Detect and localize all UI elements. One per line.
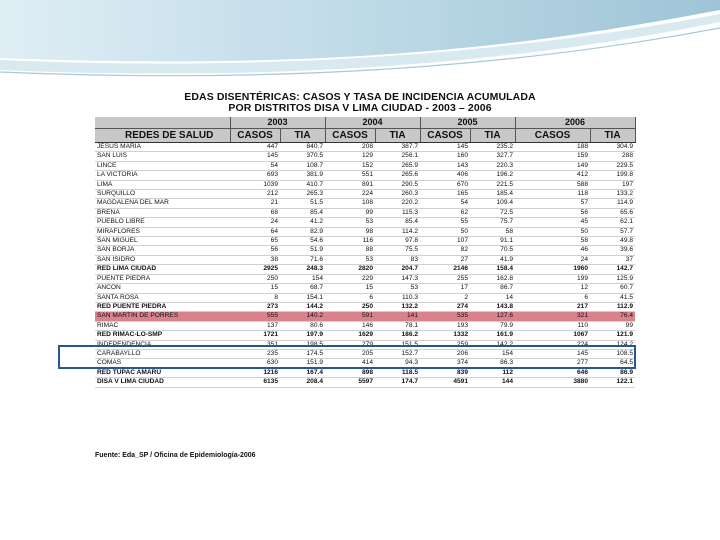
district-name: LINCE xyxy=(95,161,230,170)
district-name: MIRAFLORES xyxy=(95,227,230,236)
table-cell: 248.3 xyxy=(280,265,325,274)
table-cell: 110 xyxy=(515,321,590,330)
table-row xyxy=(95,293,635,302)
table-cell: 387.7 xyxy=(375,143,420,152)
table-cell: 406 xyxy=(420,171,470,180)
table-cell: 167.4 xyxy=(280,368,325,377)
table-cell: 46 xyxy=(515,246,590,255)
table-cell: 41.2 xyxy=(280,218,325,227)
table-cell: 693 xyxy=(230,171,280,180)
table-cell: 53 xyxy=(325,255,375,264)
table-cell: 112 xyxy=(470,368,515,377)
table-cell: 265.9 xyxy=(375,161,420,170)
table-row xyxy=(95,312,635,321)
table-row xyxy=(95,265,635,274)
year-header: 2006 xyxy=(515,117,635,129)
table-cell: 197.9 xyxy=(280,331,325,340)
table-cell: 127.6 xyxy=(470,312,515,321)
table-cell: 116 xyxy=(325,237,375,246)
table-cell: 68 xyxy=(230,208,280,217)
district-name: ANCON xyxy=(95,284,230,293)
table-cell: 3880 xyxy=(515,378,590,387)
district-name: RED RIMAC-LO-SMP xyxy=(95,331,230,340)
table-cell: 1629 xyxy=(325,331,375,340)
table-row xyxy=(95,161,635,170)
table-cell: 137 xyxy=(230,321,280,330)
table-cell: 152 xyxy=(325,161,375,170)
district-name: SAN MIGUEL xyxy=(95,237,230,246)
table-cell: 646 xyxy=(515,368,590,377)
table-cell: 55 xyxy=(420,218,470,227)
table-cell: 144 xyxy=(470,378,515,387)
table-cell: 58 xyxy=(515,237,590,246)
table-cell: 591 xyxy=(325,312,375,321)
district-name: PUENTE PIEDRA xyxy=(95,274,230,283)
table-cell: 54 xyxy=(420,199,470,208)
table-cell: 27 xyxy=(420,255,470,264)
table-cell: 235.2 xyxy=(470,143,515,152)
table-cell: 114.2 xyxy=(375,227,420,236)
table-cell: 107 xyxy=(420,237,470,246)
table-cell: 839 xyxy=(420,368,470,377)
table-row xyxy=(95,274,635,283)
table-cell: 898 xyxy=(325,368,375,377)
table-cell: 196.2 xyxy=(470,171,515,180)
table-cell: 79.9 xyxy=(470,321,515,330)
table-cell: 124.2 xyxy=(590,340,635,349)
table-row xyxy=(95,255,635,264)
table-row xyxy=(95,331,635,340)
table-cell: 154 xyxy=(470,349,515,358)
table-cell: 2820 xyxy=(325,265,375,274)
district-name: SANTA ROSA xyxy=(95,293,230,302)
table-cell: 265.3 xyxy=(280,190,325,199)
table-row xyxy=(95,246,635,255)
table-cell: 588 xyxy=(515,180,590,189)
table-cell: 145 xyxy=(515,349,590,358)
year-header: 2004 xyxy=(325,117,420,129)
table-cell: 75.7 xyxy=(470,218,515,227)
table-cell: 151.9 xyxy=(280,359,325,368)
table-cell: 142.2 xyxy=(470,340,515,349)
table-cell: 133.2 xyxy=(590,190,635,199)
district-name: PUEBLO LIBRE xyxy=(95,218,230,227)
table-cell: 112.9 xyxy=(590,302,635,311)
table-cell: 199.8 xyxy=(590,171,635,180)
table-cell: 152.7 xyxy=(375,349,420,358)
table-cell: 142.7 xyxy=(590,265,635,274)
table-cell: 99 xyxy=(590,321,635,330)
table-cell: 2146 xyxy=(420,265,470,274)
table-cell: 82.9 xyxy=(280,227,325,236)
table-cell: 205 xyxy=(325,349,375,358)
table-cell: 273 xyxy=(230,302,280,311)
table-cell: 145 xyxy=(420,143,470,152)
highlight-box xyxy=(58,345,636,369)
table-cell: 1721 xyxy=(230,331,280,340)
table-cell: 535 xyxy=(420,312,470,321)
table-cell: 158.4 xyxy=(470,265,515,274)
district-name: JESUS MARIA xyxy=(95,143,230,152)
table-cell: 88 xyxy=(325,246,375,255)
table-cell: 220.2 xyxy=(375,199,420,208)
table-cell: 1960 xyxy=(515,265,590,274)
district-name: INDEPENDENCIA xyxy=(95,340,230,349)
table-cell: 206 xyxy=(420,349,470,358)
table-cell: 21 xyxy=(230,199,280,208)
table-cell: 60.7 xyxy=(590,284,635,293)
table-cell: 224 xyxy=(325,190,375,199)
table-cell: 255 xyxy=(420,274,470,283)
table-cell: 71.6 xyxy=(280,255,325,264)
table-cell: 1216 xyxy=(230,368,280,377)
table-cell: 1039 xyxy=(230,180,280,189)
table-row xyxy=(95,227,635,236)
table-cell: 204.7 xyxy=(375,265,420,274)
table-cell: 160 xyxy=(420,152,470,161)
table-cell: 54.6 xyxy=(280,237,325,246)
table-cell: 351 xyxy=(230,340,280,349)
table-cell: 86.7 xyxy=(470,284,515,293)
table-cell: 86.3 xyxy=(470,359,515,368)
document-panel xyxy=(75,85,645,465)
table-cell: 265.6 xyxy=(375,171,420,180)
table-cell: 121.9 xyxy=(590,331,635,340)
table-cell: 65.6 xyxy=(590,208,635,217)
table-cell: 6 xyxy=(515,293,590,302)
column-header: CASOS xyxy=(230,129,280,143)
table-cell: 630 xyxy=(230,359,280,368)
table-cell: 143.8 xyxy=(470,302,515,311)
table-cell: 274 xyxy=(420,302,470,311)
table-cell: 186.2 xyxy=(375,331,420,340)
table-cell: 1332 xyxy=(420,331,470,340)
table-cell: 118 xyxy=(515,190,590,199)
table-cell: 174.7 xyxy=(375,378,420,387)
table-cell: 141 xyxy=(375,312,420,321)
column-header: TIA xyxy=(590,129,635,143)
table-cell: 132.2 xyxy=(375,302,420,311)
table-cell: 91.1 xyxy=(470,237,515,246)
table-cell: 146 xyxy=(325,321,375,330)
table-cell: 250 xyxy=(230,274,280,283)
table-cell: 99 xyxy=(325,208,375,217)
table-cell: 115.3 xyxy=(375,208,420,217)
table-cell: 188 xyxy=(515,143,590,152)
table-cell: 4591 xyxy=(420,378,470,387)
table-cell: 72.5 xyxy=(470,208,515,217)
table-cell: 114.9 xyxy=(590,199,635,208)
table-cell: 161.9 xyxy=(470,331,515,340)
table-cell: 165 xyxy=(420,190,470,199)
district-name: CARABAYLLO xyxy=(95,349,230,358)
table-cell: 85.4 xyxy=(375,218,420,227)
district-name: COMAS xyxy=(95,359,230,368)
table-cell: 53 xyxy=(375,284,420,293)
year-header: 2005 xyxy=(420,117,515,129)
table-cell: 259 xyxy=(420,340,470,349)
table-cell: 17 xyxy=(420,284,470,293)
table-cell: 108.7 xyxy=(280,161,325,170)
table-cell: 151.5 xyxy=(375,340,420,349)
table-row xyxy=(95,143,635,152)
table-cell: 370.5 xyxy=(280,152,325,161)
table-row xyxy=(95,237,635,246)
district-name: LA VICTORIA xyxy=(95,171,230,180)
table-cell: 208.4 xyxy=(280,378,325,387)
table-cell: 78.1 xyxy=(375,321,420,330)
table-cell: 174.5 xyxy=(280,349,325,358)
table-cell: 62 xyxy=(420,208,470,217)
table-row xyxy=(95,190,635,199)
table-cell: 56 xyxy=(230,246,280,255)
table-cell: 374 xyxy=(420,359,470,368)
table-cell: 145 xyxy=(230,152,280,161)
district-name: SAN MARTÍN DE PORRES xyxy=(95,312,230,321)
table-cell: 321 xyxy=(515,312,590,321)
table-cell: 6135 xyxy=(230,378,280,387)
table-cell: 15 xyxy=(325,284,375,293)
table-cell: 381.9 xyxy=(280,171,325,180)
table-cell: 5597 xyxy=(325,378,375,387)
table-cell: 57 xyxy=(515,199,590,208)
table-cell: 162.8 xyxy=(470,274,515,283)
table-cell: 85.4 xyxy=(280,208,325,217)
district-name: RED TUPAC AMARU xyxy=(95,368,230,377)
district-name: SURQUILLO xyxy=(95,190,230,199)
table-cell: 412 xyxy=(515,171,590,180)
table-cell: 410.7 xyxy=(280,180,325,189)
table-row xyxy=(95,302,635,311)
table-cell: 256.1 xyxy=(375,152,420,161)
table-cell: 217 xyxy=(515,302,590,311)
table-cell: 159 xyxy=(515,152,590,161)
table-cell: 82 xyxy=(420,246,470,255)
table-cell: 37 xyxy=(590,255,635,264)
district-name: DISA V LIMA CIUDAD xyxy=(95,378,230,387)
table-cell: 1067 xyxy=(515,331,590,340)
table-cell: 94.3 xyxy=(375,359,420,368)
table-cell: 86.9 xyxy=(590,368,635,377)
table-cell: 277 xyxy=(515,359,590,368)
table-cell: 193 xyxy=(420,321,470,330)
document-subtitle: POR DISTRITOS DISA V LIMA CIUDAD - 2003 – 2006 xyxy=(228,102,492,114)
table-cell: 235 xyxy=(230,349,280,358)
year-header: 2003 xyxy=(230,117,325,129)
table-cell: 144.2 xyxy=(280,302,325,311)
table-cell: 555 xyxy=(230,312,280,321)
table-cell: 447 xyxy=(230,143,280,152)
table-cell: 62.1 xyxy=(590,218,635,227)
table-cell: 279 xyxy=(325,340,375,349)
table-cell: 2925 xyxy=(230,265,280,274)
table-cell: 2 xyxy=(420,293,470,302)
district-name: SAN BORJA xyxy=(95,246,230,255)
table-cell: 64.5 xyxy=(590,359,635,368)
table-cell: 891 xyxy=(325,180,375,189)
table-cell: 288 xyxy=(590,152,635,161)
table-cell: 290.5 xyxy=(375,180,420,189)
table-cell: 39.6 xyxy=(590,246,635,255)
table-cell: 304.9 xyxy=(590,143,635,152)
decorative-swoosh xyxy=(0,0,720,90)
table-cell: 260.3 xyxy=(375,190,420,199)
table-cell: 414 xyxy=(325,359,375,368)
table-cell: 208 xyxy=(325,143,375,152)
table-row xyxy=(95,284,635,293)
table-cell: 197 xyxy=(590,180,635,189)
district-name: MAGDALENA DEL MAR xyxy=(95,199,230,208)
column-header: CASOS xyxy=(420,129,470,143)
table-cell: 57.7 xyxy=(590,227,635,236)
column-header-redes: REDES DE SALUD xyxy=(95,129,230,143)
district-name: SAN ISIDRO xyxy=(95,255,230,264)
table-cell: 8 xyxy=(230,293,280,302)
table-cell: 6 xyxy=(325,293,375,302)
table-cell: 551 xyxy=(325,171,375,180)
table-row xyxy=(95,378,635,387)
table-cell: 125.9 xyxy=(590,274,635,283)
table-cell: 76.4 xyxy=(590,312,635,321)
table-cell: 199 xyxy=(515,274,590,283)
table-cell: 41.9 xyxy=(470,255,515,264)
table-cell: 840.7 xyxy=(280,143,325,152)
table-cell: 58 xyxy=(470,227,515,236)
table-row xyxy=(95,199,635,208)
table-cell: 49.8 xyxy=(590,237,635,246)
table-cell: 229 xyxy=(325,274,375,283)
table-cell: 50 xyxy=(515,227,590,236)
table-row xyxy=(95,208,635,217)
district-name: RED LIMA CIUDAD xyxy=(95,265,230,274)
table-cell: 110.3 xyxy=(375,293,420,302)
table-cell: 51.9 xyxy=(280,246,325,255)
district-name: RIMAC xyxy=(95,321,230,330)
table-cell: 147.3 xyxy=(375,274,420,283)
table-cell: 140.2 xyxy=(280,312,325,321)
table-cell: 212 xyxy=(230,190,280,199)
table-cell: 143 xyxy=(420,161,470,170)
table-cell: 327.7 xyxy=(470,152,515,161)
table-cell: 118.5 xyxy=(375,368,420,377)
table-cell: 54 xyxy=(230,161,280,170)
table-row xyxy=(95,368,635,377)
table-cell: 24 xyxy=(515,255,590,264)
table-cell: 75.5 xyxy=(375,246,420,255)
table-cell: 198.5 xyxy=(280,340,325,349)
column-header: TIA xyxy=(470,129,515,143)
table-cell: 65 xyxy=(230,237,280,246)
table-cell: 185.4 xyxy=(470,190,515,199)
column-header: CASOS xyxy=(515,129,590,143)
table-cell: 24 xyxy=(230,218,280,227)
table-row xyxy=(95,152,635,161)
table-cell: 108 xyxy=(325,199,375,208)
table-header-blank xyxy=(95,117,230,129)
table-cell: 80.6 xyxy=(280,321,325,330)
column-header: TIA xyxy=(375,129,420,143)
table-cell: 670 xyxy=(420,180,470,189)
table-cell: 51.5 xyxy=(280,199,325,208)
table-row xyxy=(95,218,635,227)
table-cell: 220.3 xyxy=(470,161,515,170)
table-cell: 129 xyxy=(325,152,375,161)
district-name: LIMA xyxy=(95,180,230,189)
table-cell: 14 xyxy=(470,293,515,302)
table-cell: 154.1 xyxy=(280,293,325,302)
table-cell: 45 xyxy=(515,218,590,227)
table-cell: 15 xyxy=(230,284,280,293)
table-cell: 149 xyxy=(515,161,590,170)
table-cell: 53 xyxy=(325,218,375,227)
table-cell: 56 xyxy=(515,208,590,217)
table-cell: 41.5 xyxy=(590,293,635,302)
table-cell: 50 xyxy=(420,227,470,236)
table-cell: 38 xyxy=(230,255,280,264)
column-header: TIA xyxy=(280,129,325,143)
district-name: RED PUENTE PIEDRA xyxy=(95,302,230,311)
table-cell: 250 xyxy=(325,302,375,311)
table-row xyxy=(95,171,635,180)
column-header: CASOS xyxy=(325,129,375,143)
district-name: SAN LUIS xyxy=(95,152,230,161)
table-cell: 97.8 xyxy=(375,237,420,246)
table-cell: 98 xyxy=(325,227,375,236)
district-name: BREÑA xyxy=(95,208,230,217)
table-cell: 68.7 xyxy=(280,284,325,293)
table-cell: 224 xyxy=(515,340,590,349)
table-cell: 109.4 xyxy=(470,199,515,208)
table-cell: 221.5 xyxy=(470,180,515,189)
table-row xyxy=(95,321,635,330)
table-cell: 83 xyxy=(375,255,420,264)
table-row xyxy=(95,180,635,189)
source-note: Fuente: Eda_SP / Oficina de Epidemiología-2006 xyxy=(95,452,256,459)
table-cell: 122.1 xyxy=(590,378,635,387)
table-cell: 64 xyxy=(230,227,280,236)
table-cell: 108.5 xyxy=(590,349,635,358)
table-cell: 154 xyxy=(280,274,325,283)
table-cell: 229.5 xyxy=(590,161,635,170)
table-cell: 12 xyxy=(515,284,590,293)
document-title: EDAS DISENTÉRICAS: CASOS Y TASA DE INCIDENCIA ACUMULADA xyxy=(184,91,536,103)
table-cell: 70.5 xyxy=(470,246,515,255)
